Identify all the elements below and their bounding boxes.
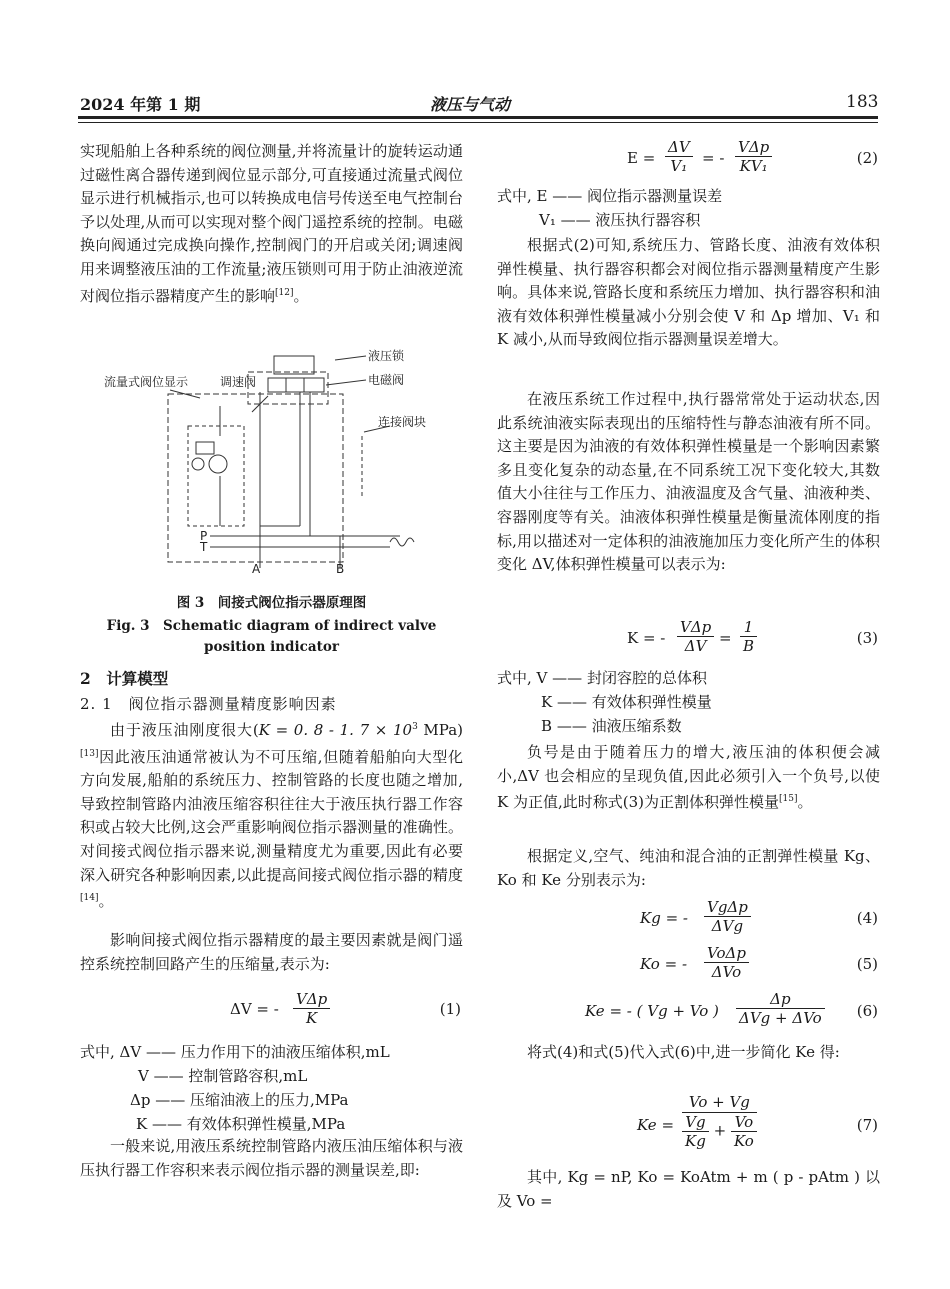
hydraulic-lock-block (274, 356, 314, 374)
left-paragraph-2: 影响间接式阀位指示器精度的最主要因素就是阀门遥控系统控制回路产生的压缩量,表示为: (80, 931, 463, 973)
label-solenoid-valve: 电磁阀 (368, 373, 405, 387)
equation-6: Ke = - ( Vg + Vo ) Δp ΔVg + ΔVo (6) (585, 990, 878, 1027)
right-paragraph-2: 在液压系统工作过程中,执行器常常处于运动状态,因此系统油液实际表现出的压缩特性与静态油液有所不同。这主要是因为油液的有效体积弹性模量是一个影响因素繁多且变化复杂的动态量,在不同系统工况下变化较大,其数值大小往往与工作压力、油液温度及含气量、油液种类、容器刚度等有关。油液体积弹性模量是衡量流体刚度的指标,用以描述对一定体积的油液施加压力变化所产生的体积变化 ΔV,体积弹性模量可以表示为: (497, 390, 880, 574)
issue-label: 2024 年第 1 期 (80, 95, 201, 114)
definitions-2: 式中, E —— 阀位指示器测量误差 V₁ —— 液压执行器容积 (497, 187, 723, 229)
figure-schematic (100, 346, 440, 578)
figure-caption-cn: 图 3 间接式阀位指示器原理图 (176, 595, 367, 611)
journal-title: 液压与气动 (430, 95, 511, 114)
equation-3: K = - VΔp ΔV = $\frac{1}{B}$ (3) (627, 618, 878, 655)
equation-4: Kg = - VgΔp ΔVg (4) (640, 898, 878, 935)
check-valve-symbol (196, 442, 214, 454)
definitions-1: 式中, ΔV —— 压力作用下的油液压缩体积,mL V —— 控制管路容积,mL Δp —— 压缩油液上的压力,MPa K —— 有效体积弹性模量,MPa (80, 1043, 390, 1133)
label-speed-valve: 调速阀 (220, 375, 257, 389)
label-t: T (200, 540, 208, 554)
left-paragraph-3: 一般来说,用液压系统控制管路内液压油压缩体积与液压执行器工作容积来表示阀位指示器的测量误差,即: (80, 1137, 463, 1179)
right-paragraph-3: 负号是由于随着压力的增大,液压油的体积便会减小,ΔV 也会相应的呈现负值,因此必须引入一个负号,以使 K 为正值,此时称式(3)为正割体积弹性模量[15]。 (497, 743, 880, 812)
equation-7: Ke = Vo + Vg $\frac{Vg}{Kg}$ + $\frac{Vo}{Ko}$ (7) (637, 1093, 878, 1150)
left-paragraph-1: 由于液压油刚度很大(K = 0. 8 - 1. $7 \times 10^3$ MPa)[13]因此液压油通常被认为不可压缩,但随着船舶向大型化方向发展,船舶的系统压力、控制管路的长度也随之增加,导致控制管路内油液压缩容积往往大于液压执行器工作容积或占较大比例,这会严重影响阀位指示器测量的准确性。对间接式阀位指示器来说,测量精度尤为重要,因此有必要深入研究各种影响因素,以此提高间接式阀位指示器的精度[14]。 (80, 721, 464, 911)
figure-caption-en-2: position indicator (204, 639, 339, 655)
right-paragraph-1: 根据式(2)可知,系统压力、管路长度、油液有效体积弹性模量、执行器容积都会对阀位指示器测量精度产生影响。具体来说,管路长度和系统压力增加、执行器容积和油液有效体积弹性模量减小分别会使 V 和 Δp 增加、V₁ 和 K 减小,从而导致阀位指示器测量误差增大。 (497, 236, 880, 349)
definitions-3: 式中, V —— 封闭容腔的总体积 K —— 有效体积弹性模量 B —— 油液压缩系数 (497, 669, 712, 735)
subsection-heading: 2. 1 阀位指示器测量精度影响因素 (80, 695, 337, 713)
label-flow-display: 流量式阀位显示 (104, 375, 189, 389)
motor-circle (192, 458, 204, 470)
figure-caption-en-1: Fig. 3 Schematic diagram of indirect valve (106, 618, 437, 634)
meter-circle (209, 455, 227, 473)
right-paragraph-4: 根据定义,空气、纯油和混合油的正割弹性模量 Kg、Ko 和 Ke 分别表示为: (497, 847, 880, 889)
header-rule-thick (78, 116, 878, 119)
flow-display-box (188, 426, 244, 526)
equation-2: E = $\frac{\Delta V}{\text{V₁}}$ = - VΔp KV₁ (2) (627, 138, 878, 175)
label-b: B (336, 562, 345, 576)
dashed-box-main (168, 394, 343, 562)
page-number: 183 (846, 92, 879, 112)
solenoid-valve-block (268, 378, 324, 392)
right-paragraph-6: 其中, Kg = nP, Ko = KoAtm + m ( p - pAtm ) 以及 Vo = (497, 1168, 880, 1210)
label-p: P (200, 529, 208, 543)
label-hydraulic-lock: 液压锁 (368, 349, 405, 363)
equation-5: Ko = - VoΔp ΔVo (5) (640, 944, 878, 981)
header-rule-thin (78, 122, 878, 123)
label-connector: 连接阀块 (378, 415, 427, 429)
left-top-paragraph: 实现船舶上各种系统的阀位测量,并将流量计的旋转运动通过磁性离合器传递到阀位显示部分,可直接通过流量式阀位显示进行机械指示,也可以转换成电信号传送至电气控制台予以处理,从而可以实现对整个阀门遥控系统的控制。电磁换向阀通过完成换向操作,控制阀门的开启或关闭;调速阀用来调整液压油的工作流量;液压锁则可用于防止油液逆流对阀位指示器精度产生的影响[12]。 (80, 142, 463, 305)
label-a: A (252, 562, 261, 576)
equation-1: ΔV = - VΔp K (1) (230, 990, 461, 1027)
section-heading: 2 计算模型 (80, 669, 169, 688)
right-paragraph-5: 将式(4)和式(5)代入式(6)中,进一步简化 Ke 得: (527, 1043, 840, 1061)
